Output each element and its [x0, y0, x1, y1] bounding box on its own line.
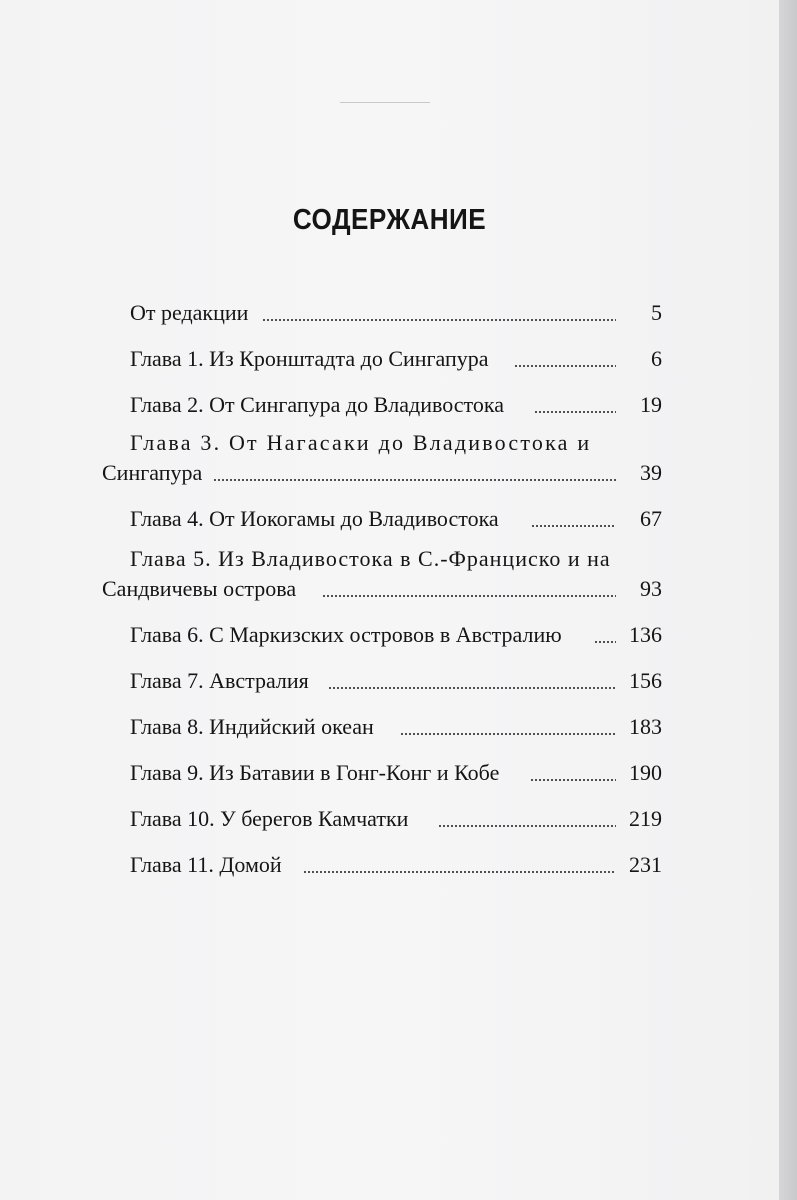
- toc-entry[interactable]: [0, 332, 779, 372]
- toc-entry-page: 19: [640, 392, 662, 417]
- toc-entry-label: Глава 8. Индийский океан: [130, 714, 374, 739]
- toc-entry-page: 183: [629, 714, 662, 739]
- toc-leader-dots: [438, 825, 616, 827]
- toc-entry-page: 136: [629, 622, 662, 647]
- toc-entry-label: Глава 6. С Маркизских островов в Австралию: [130, 622, 562, 647]
- toc-entry-label: Глава 3. От Нагасаки до Владивостока и: [130, 430, 592, 455]
- toc-entry[interactable]: [0, 700, 779, 740]
- toc-entry[interactable]: [0, 746, 779, 786]
- toc-leader-dots: [514, 365, 616, 367]
- toc-entry[interactable]: [0, 492, 779, 532]
- page-edge-shadow: [779, 0, 797, 1200]
- toc-entry[interactable]: [0, 792, 779, 832]
- toc-entry-page: 231: [629, 852, 662, 877]
- toc-entry-label: Глава 7. Австралия: [130, 668, 309, 693]
- toc-entry-label: Глава 2. От Сингапура до Владивостока: [130, 392, 504, 417]
- toc-entry-label: Глава 4. От Иокогамы до Владивостока: [130, 506, 499, 531]
- toc-entry-page: 5: [651, 300, 662, 325]
- toc-leader-dots: [262, 319, 616, 321]
- toc-entry-page: 93: [640, 576, 662, 601]
- toc-leader-dots: [328, 687, 616, 689]
- toc-entry-label: Сандвичевы острова: [102, 576, 297, 601]
- toc-entry-label: Сингапура: [102, 460, 203, 485]
- toc-entry-page: 219: [629, 806, 662, 831]
- toc-entry[interactable]: [0, 286, 779, 326]
- page-title: СОДЕРЖАНИЕ: [292, 204, 487, 236]
- toc-entry-label: Глава 9. Из Батавии в Гонг-Конг и Кобе: [130, 760, 500, 785]
- toc-entry[interactable]: [0, 654, 779, 694]
- toc-entry-page: 39: [640, 460, 662, 485]
- toc-entry-page: 67: [640, 506, 662, 531]
- toc-entry-label: Глава 10. У берегов Камчатки: [130, 806, 409, 831]
- toc-leader-dots: [594, 641, 616, 643]
- toc-entry-label: Глава 11. Домой: [130, 852, 282, 877]
- toc-leader-dots: [531, 525, 616, 527]
- toc-entry-page: 6: [651, 346, 662, 371]
- toc-entry[interactable]: [0, 378, 779, 418]
- toc-leader-dots: [534, 411, 616, 413]
- toc-entry[interactable]: [0, 608, 779, 648]
- toc-leader-dots: [322, 595, 616, 597]
- toc-leader-dots: [213, 479, 616, 481]
- toc-leader-dots: [303, 871, 616, 873]
- toc-entry[interactable]: [0, 446, 779, 486]
- toc-entry-label: От редакции: [130, 300, 249, 325]
- toc-entry-page: 190: [629, 760, 662, 785]
- toc-entry-label: Глава 5. Из Владивостока в С.-Франциско и на: [130, 546, 611, 571]
- toc-entry-page: 156: [629, 668, 662, 693]
- toc-entry[interactable]: [0, 562, 779, 602]
- toc-leader-dots: [400, 733, 616, 735]
- toc-entry[interactable]: [0, 838, 779, 878]
- toc-entry-label: Глава 1. Из Кронштадта до Сингапура: [130, 346, 489, 371]
- toc-leader-dots: [530, 779, 616, 781]
